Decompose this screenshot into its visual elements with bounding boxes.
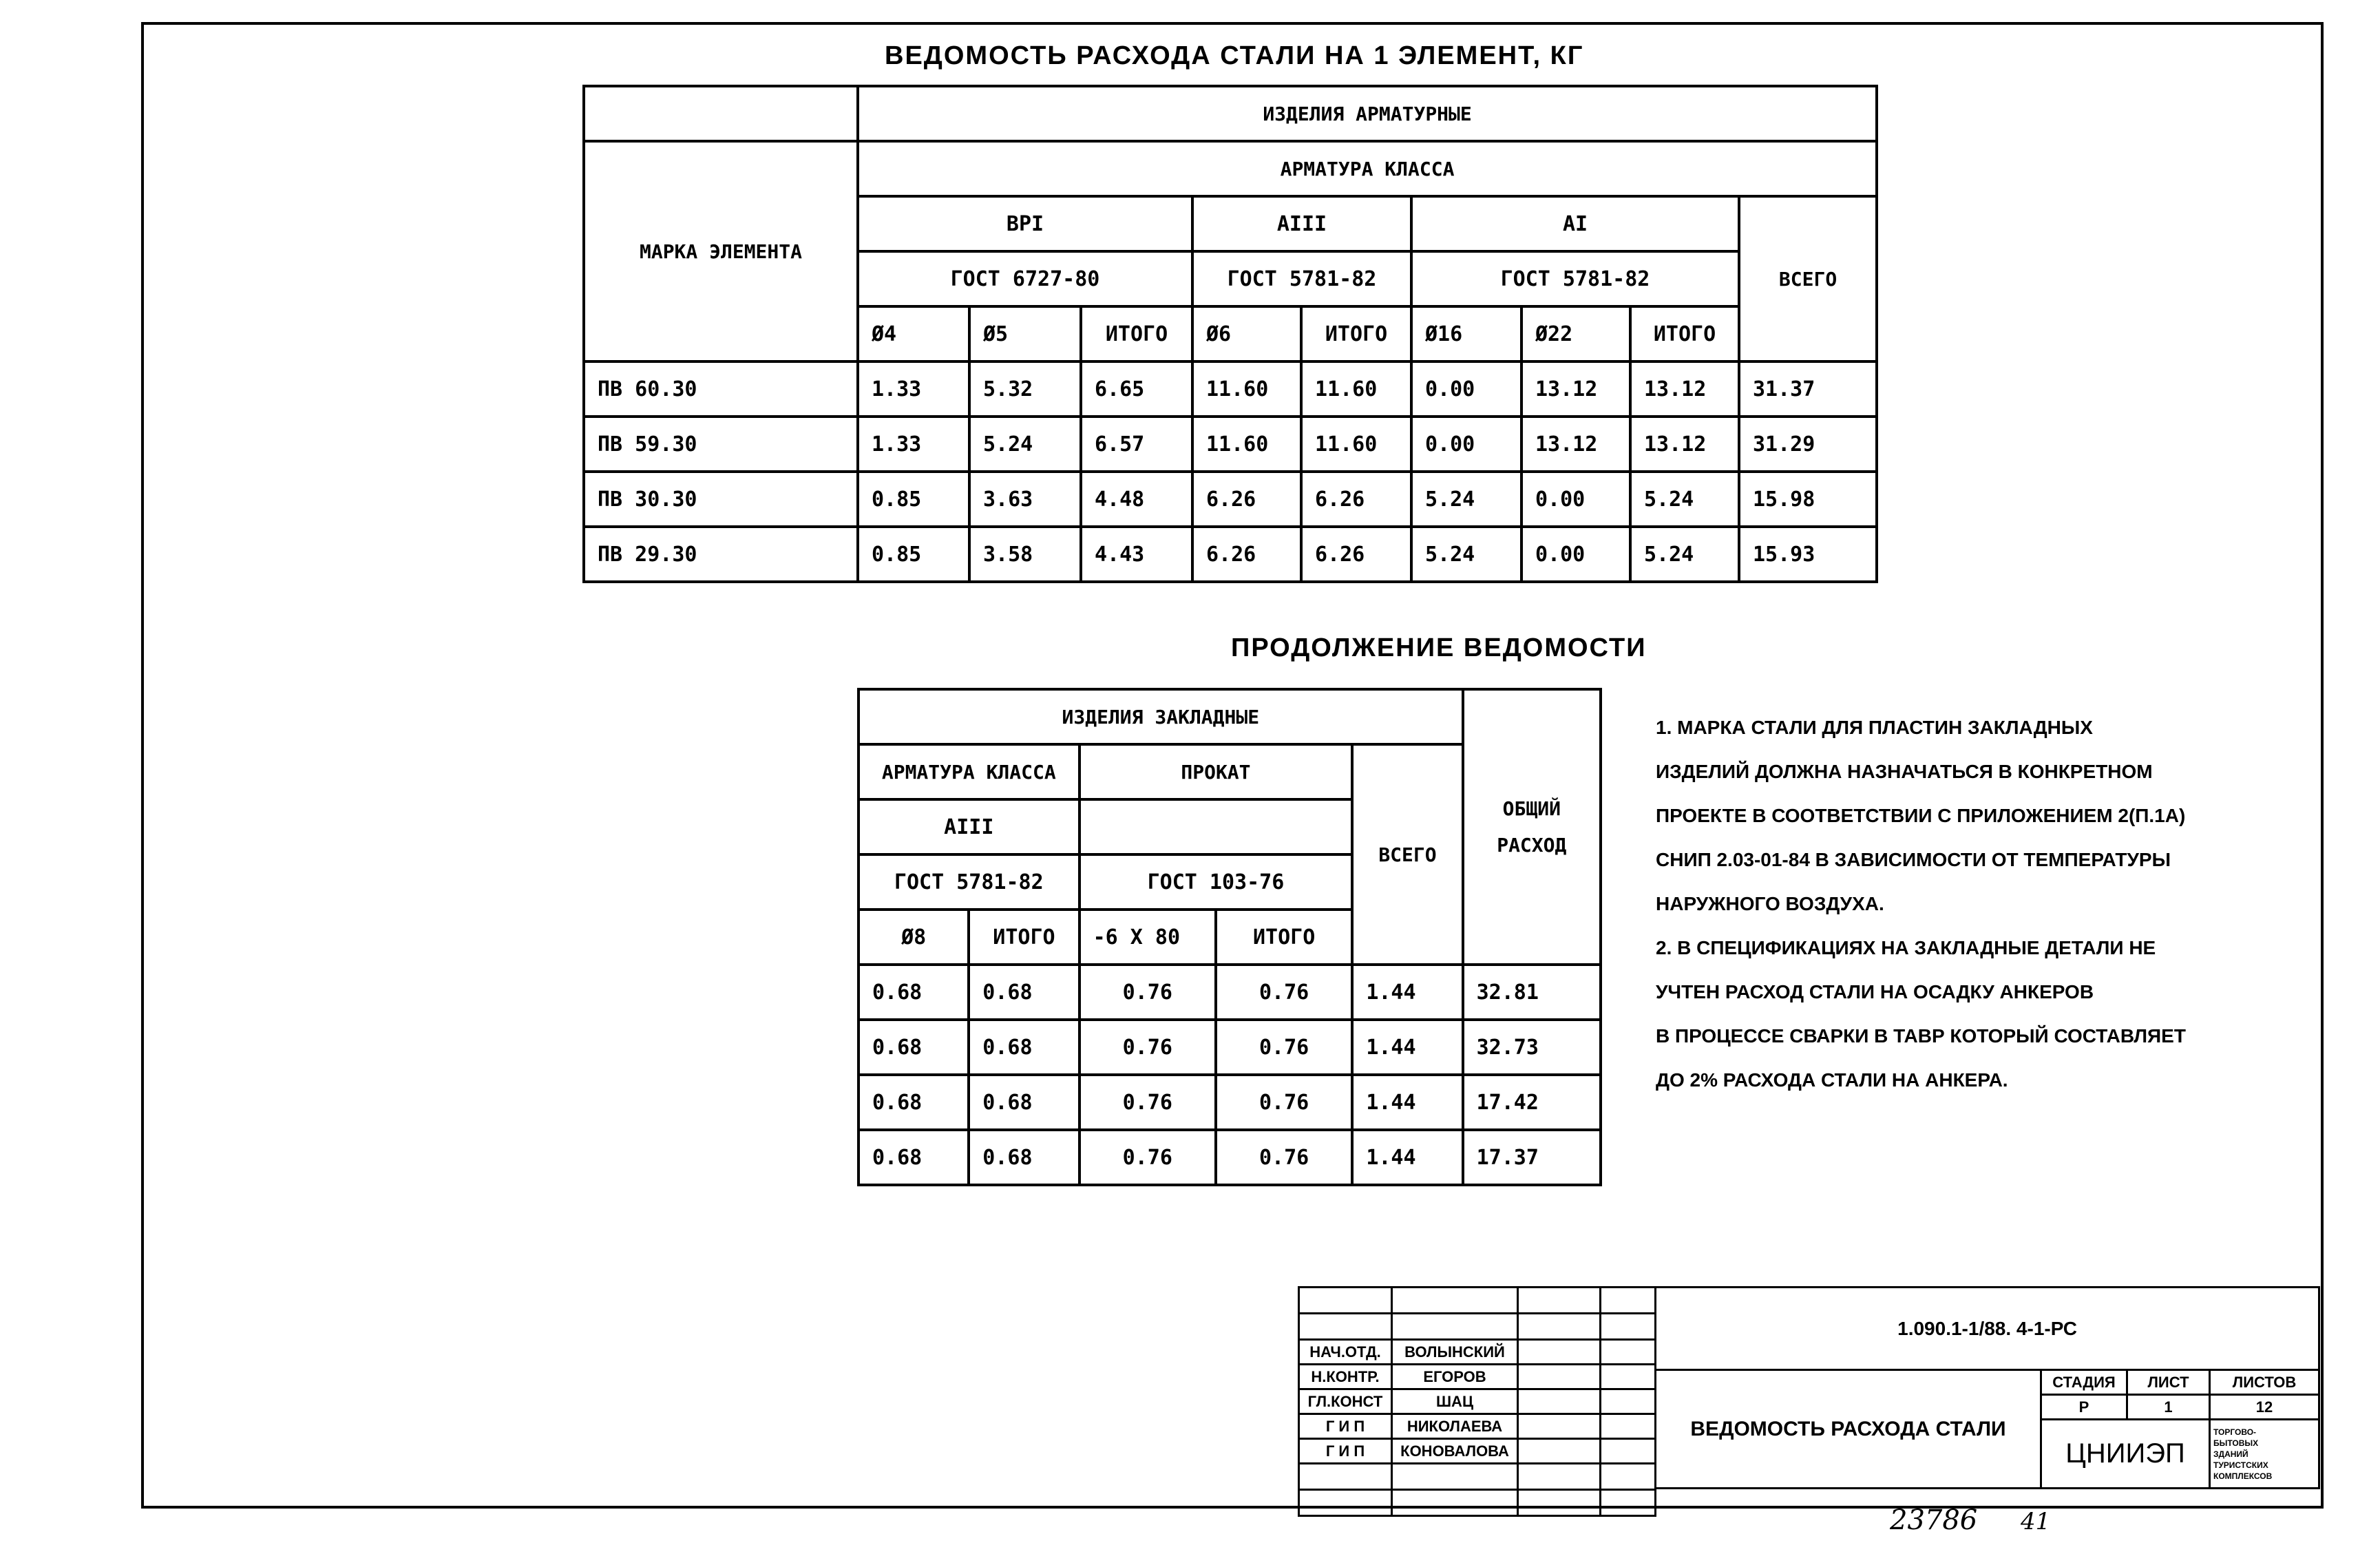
org-sub-line: ЗДАНИЙ	[2213, 1449, 2249, 1459]
class-gost: ГОСТ 5781-82	[1411, 251, 1739, 306]
value-cell: 15.98	[1739, 472, 1877, 527]
value-cell: 0.76	[1080, 1075, 1216, 1130]
col-header: ИТОГО	[969, 910, 1079, 965]
prokat-header: ПРОКАТ	[1080, 744, 1353, 799]
col-header: Ø8	[859, 910, 969, 965]
signer-role: ГЛ.КОНСТ	[1299, 1389, 1392, 1414]
empty-cell	[1392, 1314, 1518, 1340]
value-cell: 17.37	[1463, 1130, 1601, 1185]
value-cell: 6.65	[1081, 361, 1192, 417]
value-cell: 0.76	[1216, 1075, 1352, 1130]
signer-role: Н.КОНТР.	[1299, 1365, 1392, 1389]
col-header: ИТОГО	[1216, 910, 1352, 965]
signer-row-empty	[1299, 1288, 1656, 1314]
embedded-class-name: АIII	[859, 799, 1080, 854]
col-header: -6 Х 80	[1080, 910, 1216, 965]
empty-cell	[1601, 1314, 1656, 1340]
value-cell: 31.37	[1739, 361, 1877, 417]
total-header: ВСЕГО	[1739, 196, 1877, 361]
footer-number-left: 23786	[1890, 1504, 1978, 1536]
value-cell: 11.60	[1192, 417, 1301, 472]
main-title: ВЕДОМОСТЬ РАСХОДА СТАЛИ НА 1 ЭЛЕМЕНТ, КГ	[885, 41, 1584, 70]
empty-cell	[1299, 1464, 1392, 1490]
overall-header-line1: ОБЩИЙ	[1502, 797, 1561, 820]
value-cell: 0.76	[1216, 1130, 1352, 1185]
signer-role: НАЧ.ОТД.	[1299, 1340, 1392, 1365]
sheet-title: ВЕДОМОСТЬ РАСХОДА СТАЛИ	[1656, 1370, 2041, 1489]
empty-cell	[1518, 1490, 1601, 1516]
continuation-title: ПРОДОЛЖЕНИЕ ВЕДОМОСТИ	[1231, 633, 1647, 662]
col-header: Ø4	[858, 306, 969, 361]
table-row	[584, 417, 1877, 472]
signer-role: Г И П	[1299, 1439, 1392, 1464]
empty-cell	[1299, 1490, 1392, 1516]
sheets-value: 12	[2210, 1395, 2319, 1420]
value-cell: 1.44	[1352, 965, 1462, 1020]
value-cell: 32.81	[1463, 965, 1601, 1020]
value-cell: 6.26	[1192, 527, 1301, 582]
empty-cell	[1392, 1490, 1518, 1516]
signer-row	[1299, 1365, 1656, 1389]
value-cell: 13.12	[1521, 417, 1630, 472]
col-header: Ø6	[1192, 306, 1301, 361]
note-line: В ПРОЦЕССЕ СВАРКИ В ТАВР КОТОРЫЙ СОСТАВЛЯЕТ	[1656, 1025, 2186, 1047]
value-cell: 11.60	[1192, 361, 1301, 417]
overall-header	[1463, 689, 1601, 965]
empty-cell	[1601, 1288, 1656, 1314]
org-name: ЦНИИЭП	[2041, 1420, 2210, 1489]
signer-row	[1299, 1340, 1656, 1365]
table-row	[859, 1130, 1601, 1185]
date-cell	[1601, 1340, 1656, 1365]
value-cell: 0.76	[1216, 1020, 1352, 1075]
title-block-signers	[1298, 1286, 1656, 1517]
value-cell: 0.85	[858, 527, 969, 582]
signer-name: ЕГОРОВ	[1392, 1365, 1518, 1389]
embedded-class-gost: ГОСТ 5781-82	[859, 854, 1080, 910]
value-cell: 0.00	[1521, 527, 1630, 582]
value-cell: 0.00	[1521, 472, 1630, 527]
value-cell: 5.24	[1411, 472, 1521, 527]
signer-row	[1299, 1439, 1656, 1464]
signature-cell	[1518, 1414, 1601, 1439]
element-mark-cell: ПВ 60.30	[584, 361, 858, 417]
value-cell: 1.44	[1352, 1020, 1462, 1075]
signer-name: КОНОВАЛОВА	[1392, 1439, 1518, 1464]
org-sub-line: ТУРИСТСКИХ	[2213, 1460, 2268, 1470]
value-cell: 15.93	[1739, 527, 1877, 582]
signature-cell	[1518, 1340, 1601, 1365]
table-row	[584, 472, 1877, 527]
group-header: ИЗДЕЛИЯ АРМАТУРНЫЕ	[858, 86, 1877, 141]
class-name: АIII	[1192, 196, 1411, 251]
empty-cell	[1299, 1288, 1392, 1314]
note-line: ДО 2% РАСХОДА СТАЛИ НА АНКЕРА.	[1656, 1069, 2008, 1091]
note-line: УЧТЕН РАСХОД СТАЛИ НА ОСАДКУ АНКЕРОВ	[1656, 981, 2094, 1002]
empty-cell	[1392, 1288, 1518, 1314]
value-cell: 1.44	[1352, 1075, 1462, 1130]
sheet-value: 1	[2127, 1395, 2210, 1420]
value-cell: 0.76	[1080, 1130, 1216, 1185]
value-cell: 32.73	[1463, 1020, 1601, 1075]
value-cell: 0.68	[969, 1130, 1079, 1185]
class-name: ВРI	[858, 196, 1192, 251]
value-cell: 0.68	[859, 1020, 969, 1075]
signer-row-empty	[1299, 1314, 1656, 1340]
note-line: ПРОЕКТЕ В СООТВЕТСТВИИ С ПРИЛОЖЕНИЕМ 2(П.1А)	[1656, 805, 2186, 826]
value-cell: 13.12	[1521, 361, 1630, 417]
col-header: Ø5	[969, 306, 1081, 361]
class-gost: ГОСТ 5781-82	[1192, 251, 1411, 306]
org-sub-line: КОМПЛЕКСОВ	[2213, 1471, 2273, 1481]
value-cell: 6.26	[1192, 472, 1301, 527]
col-header: ИТОГО	[1301, 306, 1411, 361]
value-cell: 13.12	[1630, 361, 1739, 417]
signer-name: ШАЦ	[1392, 1389, 1518, 1414]
value-cell: 0.68	[969, 1020, 1079, 1075]
value-cell: 6.26	[1301, 527, 1411, 582]
empty-corner	[584, 86, 858, 141]
value-cell: 0.76	[1216, 965, 1352, 1020]
value-cell: 31.29	[1739, 417, 1877, 472]
table-row	[584, 361, 1877, 417]
note-line: 2. В СПЕЦИФИКАЦИЯХ НА ЗАКЛАДНЫЕ ДЕТАЛИ НЕ	[1656, 937, 2156, 958]
signer-row-empty	[1299, 1464, 1656, 1490]
col-header: Ø16	[1411, 306, 1521, 361]
empty-cell	[1518, 1314, 1601, 1340]
value-cell: 0.68	[969, 1075, 1079, 1130]
value-cell: 3.63	[969, 472, 1081, 527]
steel-table-embedded	[857, 688, 1602, 1186]
embedded-class-header: АРМАТУРА КЛАССА	[859, 744, 1080, 799]
table-row	[859, 965, 1601, 1020]
signature-cell	[1518, 1439, 1601, 1464]
value-cell: 5.24	[1411, 527, 1521, 582]
signer-name: ВОЛЫНСКИЙ	[1392, 1340, 1518, 1365]
value-cell: 11.60	[1301, 417, 1411, 472]
date-cell	[1601, 1439, 1656, 1464]
footer-number-right: 41	[2021, 1508, 2051, 1535]
empty-cell	[1601, 1490, 1656, 1516]
empty-cell	[1080, 799, 1353, 854]
value-cell: 1.33	[858, 417, 969, 472]
empty-cell	[1601, 1464, 1656, 1490]
value-cell: 6.26	[1301, 472, 1411, 527]
element-mark-cell: ПВ 59.30	[584, 417, 858, 472]
note-line: 1. МАРКА СТАЛИ ДЛЯ ПЛАСТИН ЗАКЛАДНЫХ	[1656, 717, 2093, 738]
value-cell: 4.43	[1081, 527, 1192, 582]
value-cell: 13.12	[1630, 417, 1739, 472]
value-cell: 0.85	[858, 472, 969, 527]
empty-cell	[1299, 1314, 1392, 1340]
signature-cell	[1518, 1365, 1601, 1389]
empty-cell	[1518, 1288, 1601, 1314]
value-cell: 0.68	[859, 965, 969, 1020]
date-cell	[1601, 1365, 1656, 1389]
signer-role: Г И П	[1299, 1414, 1392, 1439]
value-cell: 0.00	[1411, 361, 1521, 417]
drawing-frame-bottom	[141, 1506, 2321, 1509]
stage-value: Р	[2041, 1395, 2127, 1420]
value-cell: 5.24	[1630, 527, 1739, 582]
note-line: НАРУЖНОГО ВОЗДУХА.	[1656, 893, 1884, 914]
value-cell: 3.58	[969, 527, 1081, 582]
signature-cell	[1518, 1389, 1601, 1414]
value-cell: 4.48	[1081, 472, 1192, 527]
date-cell	[1601, 1414, 1656, 1439]
empty-cell	[1392, 1464, 1518, 1490]
value-cell: 17.42	[1463, 1075, 1601, 1130]
table-row	[859, 1020, 1601, 1075]
empty-cell	[1518, 1464, 1601, 1490]
steel-table-main	[582, 85, 1878, 583]
org-sub-line: БЫТОВЫХ	[2213, 1438, 2259, 1448]
org-sub-line: ТОРГОВО-	[2213, 1427, 2257, 1437]
value-cell: 1.44	[1352, 1130, 1462, 1185]
signer-row	[1299, 1389, 1656, 1414]
element-mark-header: МАРКА ЭЛЕМЕНТА	[584, 141, 858, 361]
value-cell: 0.76	[1080, 965, 1216, 1020]
element-mark-cell: ПВ 29.30	[584, 527, 858, 582]
value-cell: 1.33	[858, 361, 969, 417]
note-line: СНИП 2.03-01-84 В ЗАВИСИМОСТИ ОТ ТЕМПЕРАТУРЫ	[1656, 849, 2171, 870]
col-header: Ø22	[1521, 306, 1630, 361]
col-header: ИТОГО	[1081, 306, 1192, 361]
date-cell	[1601, 1389, 1656, 1414]
signer-name: НИКОЛАЕВА	[1392, 1414, 1518, 1439]
table-row	[584, 527, 1877, 582]
embedded-group-header: ИЗДЕЛИЯ ЗАКЛАДНЫЕ	[859, 689, 1463, 744]
sheet-label: ЛИСТ	[2127, 1370, 2210, 1395]
element-mark-cell: ПВ 30.30	[584, 472, 858, 527]
sheets-label: ЛИСТОВ	[2210, 1370, 2319, 1395]
overall-header-line2: РАСХОД	[1497, 834, 1567, 857]
org-sub	[2210, 1420, 2319, 1489]
signer-row-empty	[1299, 1490, 1656, 1516]
value-cell: 5.32	[969, 361, 1081, 417]
value-cell: 0.00	[1411, 417, 1521, 472]
value-cell: 0.68	[859, 1075, 969, 1130]
class-name: АI	[1411, 196, 1739, 251]
prokat-gost: ГОСТ 103-76	[1080, 854, 1353, 910]
value-cell: 11.60	[1301, 361, 1411, 417]
value-cell: 0.76	[1080, 1020, 1216, 1075]
stage-label: СТАДИЯ	[2041, 1370, 2127, 1395]
value-cell: 5.24	[1630, 472, 1739, 527]
doc-code: 1.090.1-1/88. 4-1-РС	[1656, 1288, 2319, 1370]
signer-row	[1299, 1414, 1656, 1439]
class-gost: ГОСТ 6727-80	[858, 251, 1192, 306]
value-cell: 0.68	[859, 1130, 969, 1185]
notes	[1656, 706, 2317, 1102]
value-cell: 5.24	[969, 417, 1081, 472]
value-cell: 6.57	[1081, 417, 1192, 472]
class-header: АРМАТУРА КЛАССА	[858, 141, 1877, 196]
table-row	[859, 1075, 1601, 1130]
embedded-total-header: ВСЕГО	[1352, 744, 1462, 965]
value-cell: 0.68	[969, 965, 1079, 1020]
col-header: ИТОГО	[1630, 306, 1739, 361]
title-block-main	[1654, 1286, 2320, 1489]
note-line: ИЗДЕЛИЙ ДОЛЖНА НАЗНАЧАТЬСЯ В КОНКРЕТНОМ	[1656, 761, 2153, 782]
